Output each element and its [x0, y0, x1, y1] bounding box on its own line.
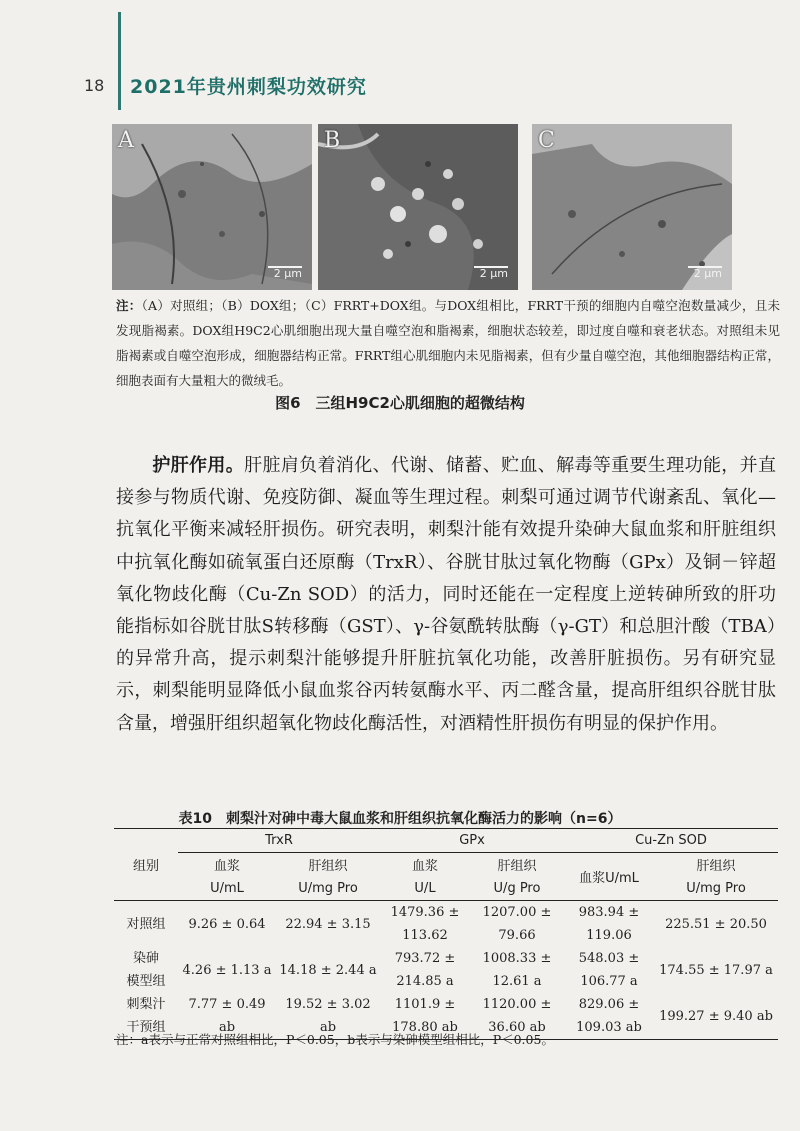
cell-gpx-liver-mean: 1120.00 ± — [482, 997, 552, 1012]
cell-sod-plasma — [564, 901, 654, 948]
scale-label-c: 2 μm — [693, 267, 722, 280]
panel-letter-b: B — [324, 128, 341, 153]
subheader-trxr-plasma: 血浆 — [213, 859, 240, 875]
panel-letter-c: C — [538, 128, 555, 153]
cell-sod-liver: 174.55 ± 17.97 a — [659, 962, 773, 978]
subheader-sod-liver: 肝组织 — [696, 859, 736, 875]
cell-trxr-plasma: 4.26 ± 1.13 a — [182, 962, 272, 978]
subheader-gpx-liver: 肝组织 — [497, 859, 537, 875]
cell-trxr-plasma: 9.26 ± 0.64 — [188, 916, 266, 932]
cell-gpx-liver-sd: 12.61 a — [492, 974, 542, 989]
micrograph-panel-b — [318, 124, 518, 290]
cell-sod-plasma-mean: 829.06 ± — [578, 997, 640, 1012]
figure-note-text: （A）对照组；（B）DOX组；（C）FRRT+DOX组。与DOX组相比，FRRT干预的细胞内自噬空泡数量减少，且未发现脂褐素。DOX组H9C2心肌细胞出现大量自噬空泡和脂褐素，细胞状态较差，即过度自噬和衰老状态。对照组未见脂褐素或自噬空泡形成，细胞器结构正常。FRRT组心肌细胞内未见脂褐素，但有少量自噬空泡，其他细胞器结构正常，细胞表面有大量粗大的微绒毛。 — [116, 298, 780, 388]
header-rule — [118, 12, 121, 110]
cell-gpx-liver — [470, 901, 564, 948]
cell-sod-plasma-sd: 106.77 a — [580, 974, 638, 989]
row-group — [114, 947, 178, 993]
col-group-sod: Cu-Zn SOD — [564, 829, 778, 853]
body-paragraph — [116, 450, 776, 740]
figure-note — [116, 293, 780, 393]
row-group: 对照组 — [126, 916, 166, 932]
row-group-line1: 染砷 — [132, 951, 159, 966]
cell-trxr-liver: 14.18 ± 2.44 a — [279, 962, 377, 978]
cell-sod-plasma-mean: 548.03 ± — [578, 951, 640, 966]
micrograph-panel-a — [112, 124, 312, 290]
table-row — [114, 947, 778, 993]
cell-gpx-plasma-sd: 113.62 — [402, 928, 448, 943]
row-group-line1: 刺梨汁 — [126, 997, 166, 1012]
cell-sod-plasma — [564, 993, 654, 1040]
figure-caption: 图6 三组H9C2心肌细胞的超微结构 — [275, 394, 525, 412]
cell-sod-plasma — [564, 947, 654, 993]
table-row — [114, 901, 778, 948]
subheader-trxr-liver: 肝组织 — [308, 859, 348, 875]
cell-sod-plasma-mean: 983.94 ± — [578, 905, 640, 920]
subheader-sod-plasma: 血浆U/mL — [579, 871, 639, 886]
cell-trxr-liver: 19.52 ± 3.02 ab — [285, 997, 371, 1035]
cell-sod-liver: 199.27 ± 9.40 ab — [659, 1008, 773, 1024]
scale-bar-a — [268, 266, 302, 282]
unit-trxr-liver: U/mg Pro — [298, 880, 358, 896]
page-number: 18 — [84, 76, 105, 95]
unit-sod-liver: U/mg Pro — [686, 880, 746, 896]
cell-sod-liver: 225.51 ± 20.50 — [665, 916, 767, 932]
unit-gpx-liver: U/g Pro — [493, 880, 541, 896]
cell-gpx-plasma — [380, 947, 470, 993]
cell-gpx-liver-mean: 1207.00 ± — [482, 905, 552, 920]
scale-bar-c — [688, 266, 722, 282]
row-group-line2: 模型组 — [126, 974, 166, 989]
panel-letter-a: A — [118, 128, 134, 153]
paragraph-text: 肝脏肩负着消化、代谢、储蓄、贮血、解毒等重要生理功能，并直接参与物质代谢、免疫防御、凝血等生理过程。刺梨可通过调节代谢紊乱、氧化—抗氧化平衡来减轻肝损伤。研究表明，刺梨汁能有效提升染砷大鼠血浆和肝脏组织中抗氧化酶如硫氧蛋白还原酶（TrxR）、谷胱甘肽过氧化物酶（GPx）及铜－锌超氧化物歧化酶（Cu-Zn SOD）的活力，同时还能在一定程度上逆转砷所致的肝功能指标如谷胱甘肽S转移酶（GST）、γ-谷氨酰转肽酶（γ-GT）和总胆汁酸（TBA）的异常升高，提示刺梨汁能够提升肝脏抗氧化功能，改善肝脏损伤。另有研究显示，刺梨能明显降低小鼠血浆谷丙转氨酶水平、丙二醛含量，提高肝组织谷胱甘肽含量，增强肝组织超氧化物歧化酶活性，对酒精性肝损伤有明显的保护作用。 — [116, 455, 777, 734]
cell-gpx-plasma-sd: 178.80 ab — [392, 1020, 458, 1035]
cell-trxr-plasma: 7.77 ± 0.49 ab — [188, 997, 266, 1035]
cell-sod-plasma-sd: 109.03 ab — [576, 1020, 642, 1035]
cell-gpx-plasma-mean: 1479.36 ± — [390, 905, 460, 920]
unit-trxr-plasma: U/mL — [210, 880, 244, 896]
cell-trxr-liver: 22.94 ± 3.15 — [285, 916, 371, 932]
paragraph-lead: 护肝作用。 — [152, 455, 245, 476]
figure-note-label: 注： — [116, 298, 142, 313]
cell-gpx-plasma-mean: 793.72 ± — [394, 951, 456, 966]
col-group-trxr: TrxR — [178, 829, 380, 853]
cell-gpx-liver-sd: 36.60 ab — [488, 1020, 546, 1035]
cell-sod-plasma-sd: 119.06 — [586, 928, 632, 943]
col-group-gpx: GPx — [380, 829, 564, 853]
cell-gpx-plasma-sd: 214.85 a — [396, 974, 454, 989]
cell-gpx-plasma — [380, 901, 470, 948]
row-group-line2: 干预组 — [126, 1020, 166, 1035]
cell-gpx-liver — [470, 947, 564, 993]
cell-gpx-plasma-mean: 1101.9 ± — [394, 997, 456, 1012]
micrograph-panel-c — [532, 124, 732, 290]
table-note: 注：a表示与正常对照组相比，P＜0.05，b表示与染砷模型组相比，P＜0.05。 — [116, 1032, 554, 1047]
table-caption: 表10 刺梨汁对砷中毒大鼠血浆和肝组织抗氧化酶活力的影响（n=6） — [178, 811, 622, 827]
subheader-gpx-plasma: 血浆 — [411, 859, 438, 875]
scale-label-b: 2 μm — [479, 267, 508, 280]
enzyme-activity-table — [114, 828, 778, 1040]
cell-gpx-liver-sd: 79.66 — [498, 928, 536, 943]
unit-gpx-plasma: U/L — [414, 880, 436, 896]
col-header-group: 组别 — [132, 859, 159, 874]
scale-bar-b — [474, 266, 508, 282]
scale-label-a: 2 μm — [273, 267, 302, 280]
cell-gpx-liver-mean: 1008.33 ± — [482, 951, 552, 966]
running-title: 2021年贵州刺梨功效研究 — [130, 76, 367, 98]
